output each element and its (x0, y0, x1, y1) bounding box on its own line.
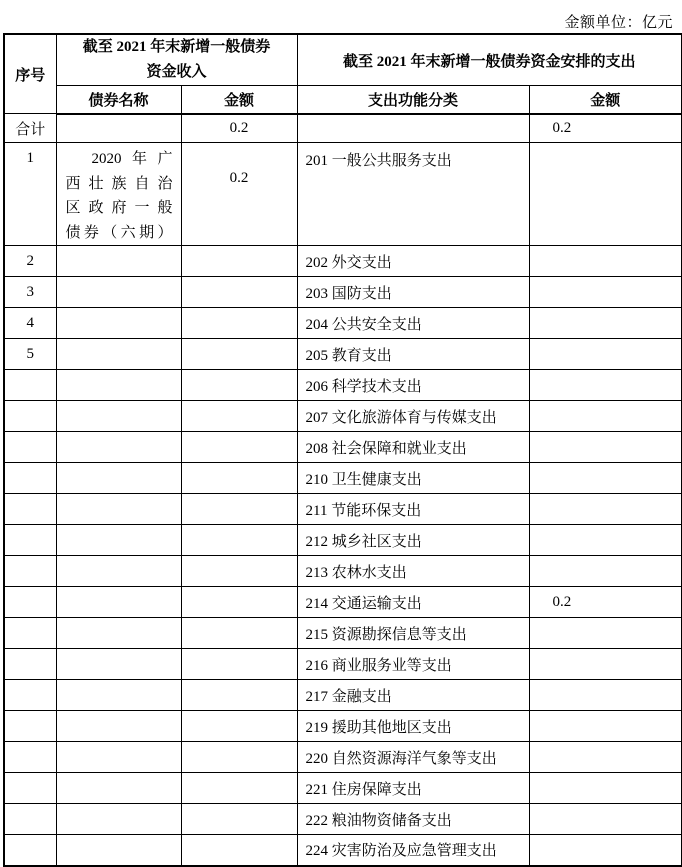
income-amount-cell (181, 525, 297, 556)
table-row (4, 835, 682, 866)
serial-cell: 3 (4, 277, 56, 308)
expense-amount-cell (529, 835, 682, 866)
table-row (4, 587, 682, 618)
expense-function-cell: 207 文化旅游体育与传媒支出 (297, 401, 529, 432)
expense-amount-cell (529, 804, 682, 835)
serial-column-header: 序号 (4, 34, 56, 114)
income-amount-cell (181, 494, 297, 525)
bond-name-cell (56, 308, 181, 339)
amount-unit-label: 金额单位：亿元 (564, 15, 673, 31)
table-row (4, 277, 682, 308)
expense-amount-cell (529, 618, 682, 649)
table-row (4, 339, 682, 370)
bond-name-cell (56, 742, 181, 773)
serial-cell (4, 773, 56, 804)
bond-name-cell (56, 432, 181, 463)
expense-amount-cell (529, 556, 682, 587)
income-amount-cell (181, 370, 297, 401)
income-amount-cell (181, 680, 297, 711)
expense-amount-cell (529, 494, 682, 525)
bond-name-cell (56, 649, 181, 680)
expense-function-cell: 216 商业服务业等支出 (297, 649, 529, 680)
expense-function-cell: 206 科学技术支出 (297, 370, 529, 401)
table-row (4, 494, 682, 525)
income-amount-cell (181, 835, 297, 866)
expense-amount-cell (529, 432, 682, 463)
expense-function-cell: 219 援助其他地区支出 (297, 711, 529, 742)
expense-amount-cell (529, 401, 682, 432)
serial-cell: 2 (4, 246, 56, 277)
income-amount-cell (181, 742, 297, 773)
table-row (4, 370, 682, 401)
expense-amount-cell (529, 525, 682, 556)
bond-name-cell (56, 463, 181, 494)
income-amount-cell (181, 463, 297, 494)
table-row (4, 742, 682, 773)
expense-function-cell: 224 灾害防治及应急管理支出 (297, 835, 529, 866)
expense-function-cell: 201 一般公共服务支出 (297, 143, 529, 246)
expense-function-cell: 205 教育支出 (297, 339, 529, 370)
bond-name-line: 2020 年 广 (91, 151, 173, 167)
bond-name-cell (56, 370, 181, 401)
bond-name-cell (56, 143, 181, 246)
expense-function-cell: 220 自然资源海洋气象等支出 (297, 742, 529, 773)
serial-cell (4, 711, 56, 742)
table-row (4, 463, 682, 494)
serial-cell (4, 525, 56, 556)
table-row (4, 618, 682, 649)
expense-amount-cell (529, 649, 682, 680)
serial-cell: 4 (4, 308, 56, 339)
income-amount-cell (181, 587, 297, 618)
income-group-header: 截至 2021 年末新增一般债券资金收入 (56, 34, 297, 86)
serial-cell (4, 463, 56, 494)
expense-amount-cell (529, 680, 682, 711)
serial-cell (4, 649, 56, 680)
serial-cell (4, 618, 56, 649)
bond-funds-table (3, 33, 682, 867)
income-amount-header: 金额 (181, 86, 297, 114)
bond-name-cell (56, 804, 181, 835)
total-row (4, 114, 682, 143)
bond-name-cell (56, 618, 181, 649)
bond-name-cell (56, 835, 181, 866)
income-amount-cell (181, 339, 297, 370)
income-amount-cell (181, 308, 297, 339)
expense-amount-cell (529, 308, 682, 339)
header-sub-row (4, 86, 682, 114)
bond-name-cell (56, 556, 181, 587)
serial-cell (4, 804, 56, 835)
income-amount-cell (181, 401, 297, 432)
expense-amount-cell: 0.2 (529, 587, 682, 618)
expense-function-cell: 215 资源勘探信息等支出 (297, 618, 529, 649)
serial-cell: 合计 (4, 114, 56, 143)
serial-cell: 5 (4, 339, 56, 370)
bond-name-cell (56, 525, 181, 556)
income-amount-cell: 0.2 (181, 114, 297, 143)
expense-function-cell: 202 外交支出 (297, 246, 529, 277)
bond-name-line: 西 壮 族 自 治 (65, 175, 173, 192)
table-row (4, 804, 682, 835)
bond-name-cell (56, 246, 181, 277)
table-header (4, 34, 682, 114)
expense-amount-cell (529, 277, 682, 308)
bond-name-cell (56, 773, 181, 804)
income-amount-cell (181, 246, 297, 277)
income-amount-cell (181, 556, 297, 587)
expense-amount-header: 金额 (529, 86, 682, 114)
income-amount-cell (181, 773, 297, 804)
serial-cell (4, 401, 56, 432)
expense-amount-cell (529, 773, 682, 804)
table-row (4, 680, 682, 711)
serial-cell (4, 370, 56, 401)
expense-function-header: 支出功能分类 (297, 86, 529, 114)
table-row (4, 711, 682, 742)
bond-name-cell (56, 494, 181, 525)
bond-name-line: 区 政 府 一 般 (65, 200, 173, 216)
table-row (4, 556, 682, 587)
expense-amount-cell (529, 742, 682, 773)
table-row (4, 649, 682, 680)
expense-function-cell: 211 节能环保支出 (297, 494, 529, 525)
serial-cell (4, 432, 56, 463)
expense-amount-cell (529, 143, 682, 246)
bond-name-line: 债 券 （ 六 期 ） (65, 224, 173, 241)
income-amount-cell (181, 277, 297, 308)
expense-function-cell: 214 交通运输支出 (297, 587, 529, 618)
serial-cell (4, 494, 56, 525)
expense-function-cell: 212 城乡社区支出 (297, 525, 529, 556)
income-amount-cell (181, 432, 297, 463)
expense-function-cell: 203 国防支出 (297, 277, 529, 308)
expense-amount-cell (529, 370, 682, 401)
expense-amount-cell: 0.2 (529, 114, 682, 143)
expense-function-cell: 210 卫生健康支出 (297, 463, 529, 494)
table-row (4, 143, 682, 246)
table-row (4, 432, 682, 463)
serial-cell (4, 680, 56, 711)
table-row (4, 308, 682, 339)
expense-function-cell (297, 114, 529, 143)
bond-name-cell (56, 401, 181, 432)
serial-cell: 1 (4, 143, 56, 246)
income-amount-cell (181, 711, 297, 742)
bond-name-cell (56, 680, 181, 711)
expense-function-cell: 213 农林水支出 (297, 556, 529, 587)
bond-name-cell (56, 114, 181, 143)
table-body (4, 114, 682, 866)
serial-cell (4, 835, 56, 866)
bond-name-cell (56, 711, 181, 742)
serial-cell (4, 556, 56, 587)
table-row (4, 773, 682, 804)
table-row (4, 246, 682, 277)
expense-function-cell: 208 社会保障和就业支出 (297, 432, 529, 463)
header-group-row (4, 34, 682, 86)
expense-amount-cell (529, 246, 682, 277)
bond-name-cell (56, 277, 181, 308)
income-amount-cell: 0.2 (181, 143, 297, 246)
expense-amount-cell (529, 711, 682, 742)
expense-function-cell: 217 金融支出 (297, 680, 529, 711)
bond-name-cell (56, 587, 181, 618)
expense-function-cell: 222 粮油物资储备支出 (297, 804, 529, 835)
income-amount-cell (181, 649, 297, 680)
expense-amount-cell (529, 463, 682, 494)
expense-amount-cell (529, 339, 682, 370)
table-row (4, 525, 682, 556)
serial-cell (4, 587, 56, 618)
expense-group-header: 截至 2021 年末新增一般债券资金安排的支出 (297, 34, 682, 86)
income-amount-cell (181, 618, 297, 649)
bond-name-cell (56, 339, 181, 370)
bond-name-header: 债券名称 (56, 86, 181, 114)
expense-function-cell: 221 住房保障支出 (297, 773, 529, 804)
table-row (4, 401, 682, 432)
serial-cell (4, 742, 56, 773)
expense-function-cell: 204 公共安全支出 (297, 308, 529, 339)
income-amount-cell (181, 804, 297, 835)
